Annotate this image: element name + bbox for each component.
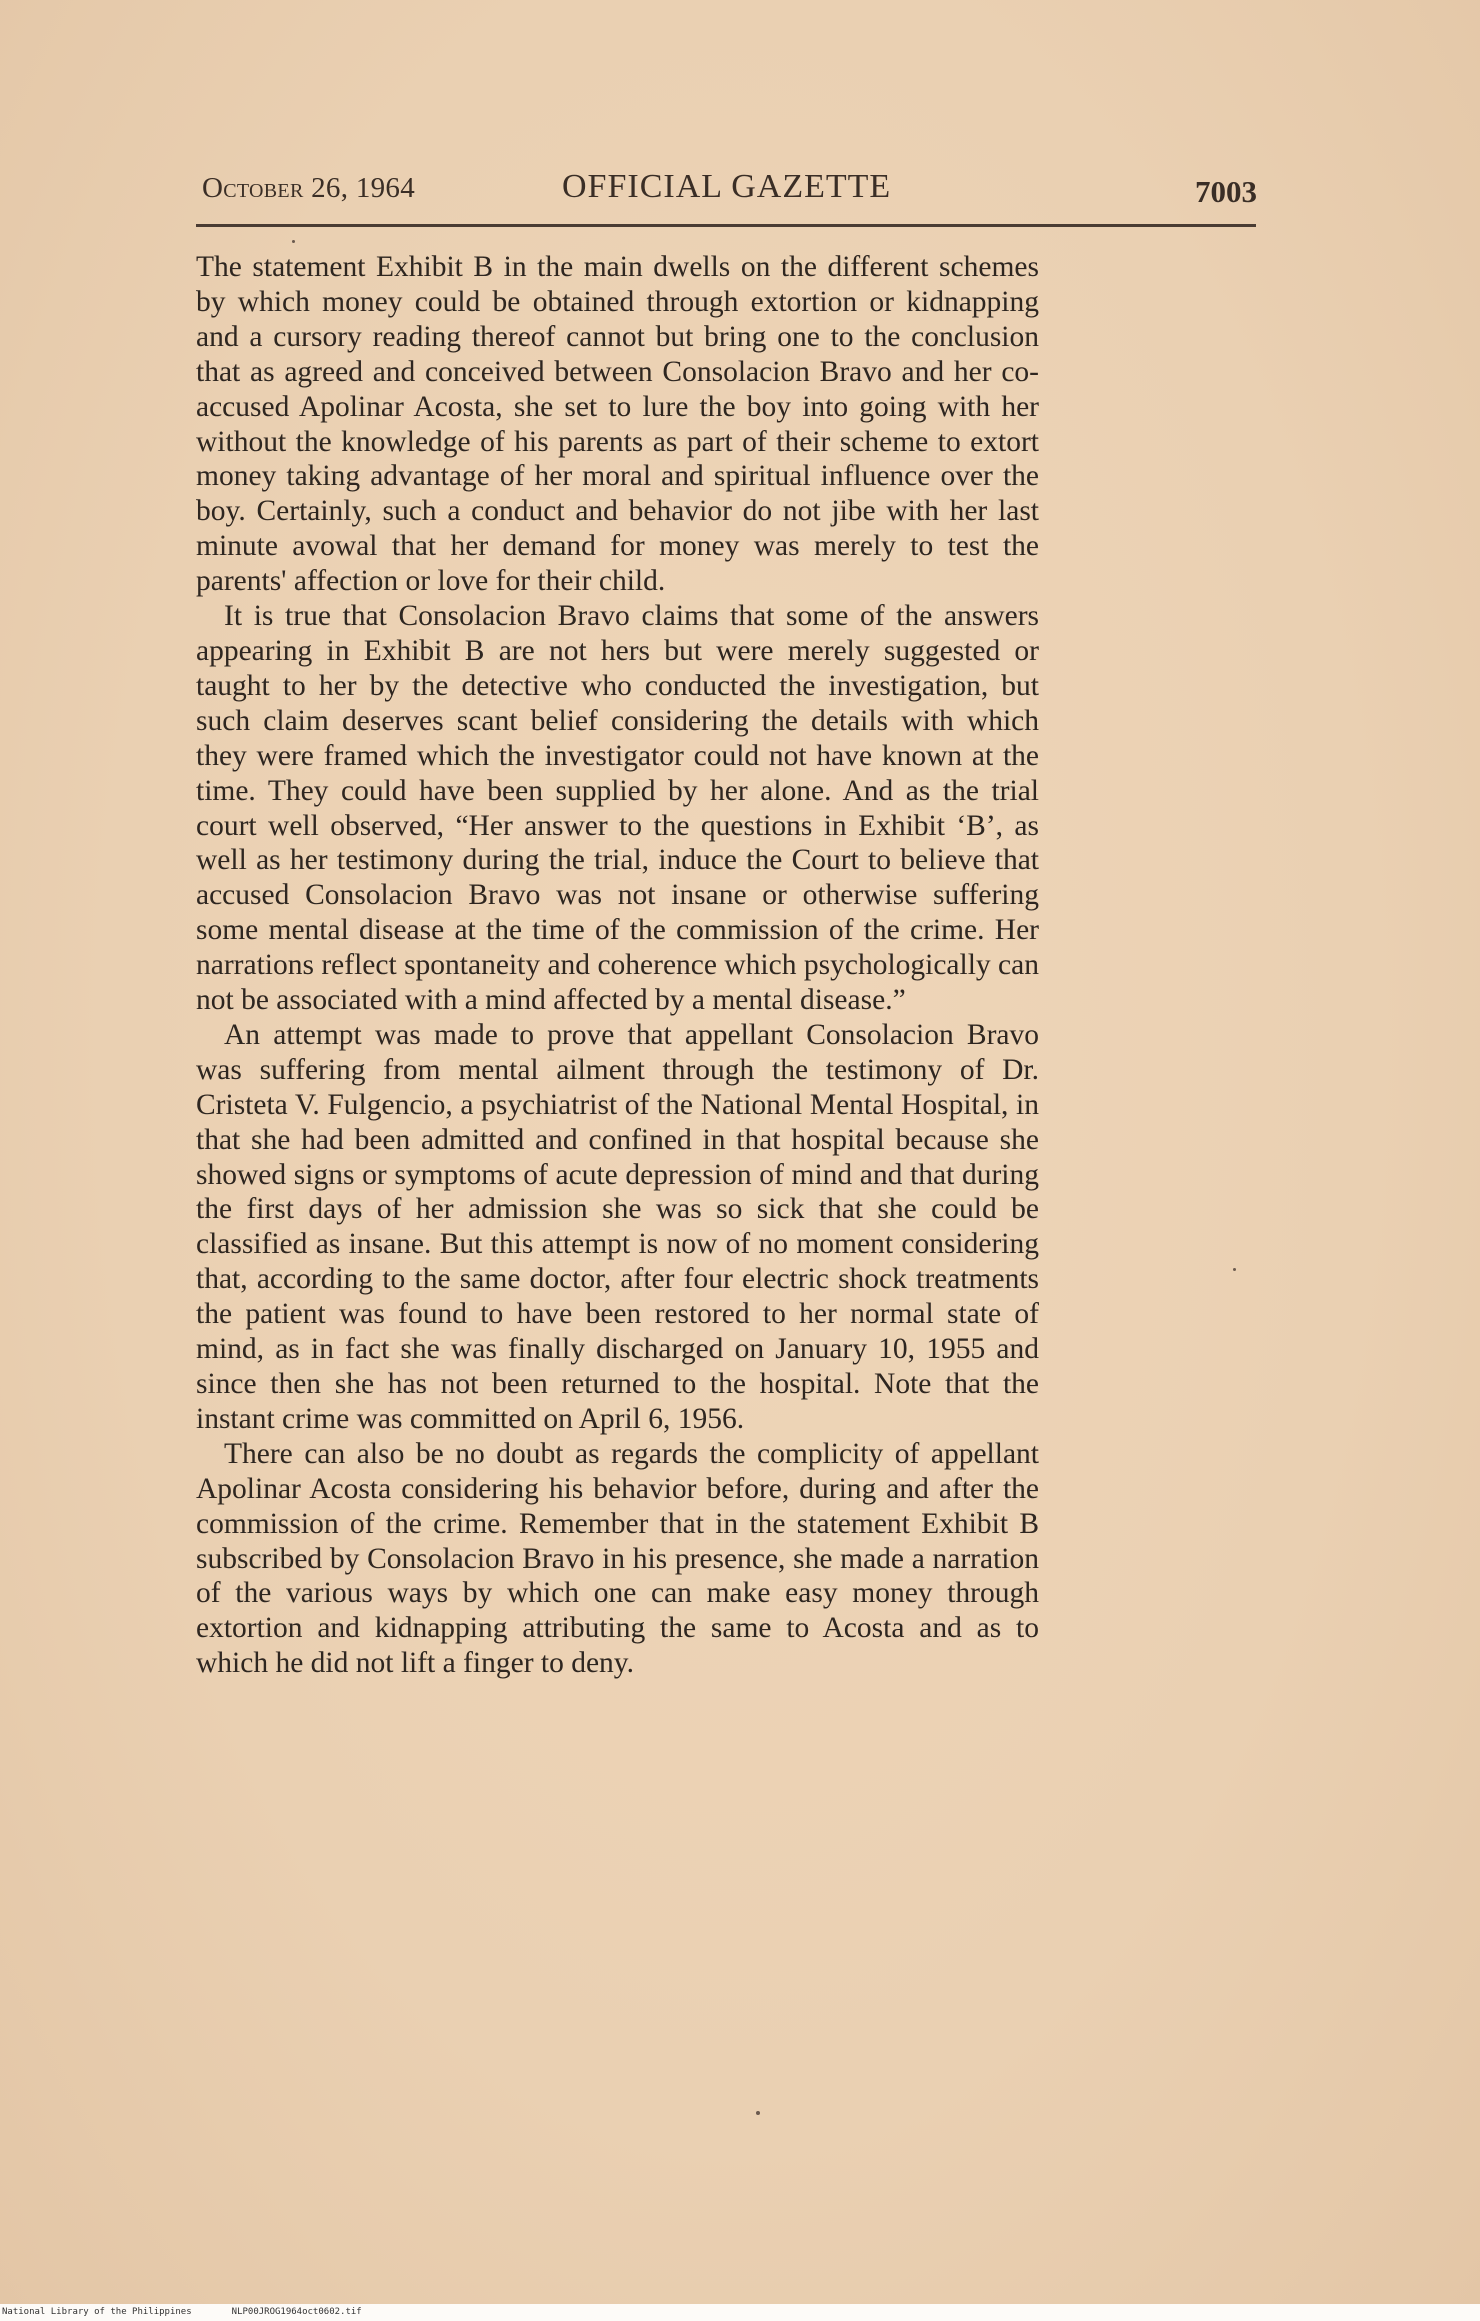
paragraph: There can also be no doubt as regards the complicity of appellant Apolinar Acosta considering his behavior before, during and after the commission of the crime. Remember that in the statement Exhibit B subscribed by Consolacion Bravo in his presence, she made a narration of the various ways by which one can make easy money through extortion and kidnapping attributing the same to Acosta and as to which he did not lift a finger to deny. (196, 1437, 1039, 1680)
body-text (196, 250, 1039, 1681)
header-rule (196, 224, 1256, 227)
paragraph: The statement Exhibit B in the main dwells on the different schemes by which money could be obtained through extortion or kidnapping and a cursory reading thereof cannot but bring one to the conclusion that as agreed and conceived between Consolacion Bravo and her co-accused Apolinar Acosta, she set to lure the boy into going with her without the knowledge of his parents as part of their scheme to extort money taking advantage of her moral and spiritual influence over the boy. Certainly, such a conduct and behavior do not jibe with her last minute avowal that her demand for money was merely to test the parents' affection or love for their child. (196, 251, 1039, 598)
issue-date: October 26, 1964 (202, 172, 416, 204)
ink-speck (292, 240, 295, 243)
running-header (202, 168, 1257, 216)
ink-speck (756, 2111, 760, 2115)
scan-footer (0, 2304, 1480, 2321)
paragraph: It is true that Consolacion Bravo claims that some of the answers appearing in Exhibit B are not hers but were merely suggested or taught to her by the detective who conducted the investigation, but such claim deserves scant belief considering the details with which they were framed which the investigator could not have known at the time. They could have been supplied by her alone. And as the trial court well observed, “Her answer to the questions in Exhibit ‘B’, as well as her testimony during the trial, induce the Court to believe that accused Consolacion Bravo was not insane or otherwise suffering some mental disease at the time of the commission of the crime. Her narrations reflect spontaneity and coherence which psychologically can not be associated with a mind affected by a mental disease.” (196, 600, 1039, 1017)
ink-speck (1233, 1268, 1236, 1271)
page-number: 7003 (1195, 174, 1257, 209)
paragraph: An attempt was made to prove that appellant Consolacion Bravo was suffering from mental ailment through the testimony of Dr. Cristeta V. Fulgencio, a psychiatrist of the National Mental Hospital, in that she had been admitted and confined in that hospital because she showed signs or symptoms of acute depression of mind and that during the first days of her admission she was so sick that she could be classified as insane. But this attempt is now of no moment considering that, according to the same doctor, after four electric shock treatments the patient was found to have been restored to her normal state of mind, as in fact she was finally discharged on January 10, 1955 and since then she has not been returned to the hospital. Note that the instant crime was committed on April 6, 1956. (196, 1018, 1039, 1435)
publication-title: OFFICIAL GAZETTE (562, 168, 892, 205)
scan-filename: NLP00JROG1964oct0602.tif (231, 2307, 362, 2317)
library-credit: National Library of the Philippines (2, 2307, 192, 2317)
